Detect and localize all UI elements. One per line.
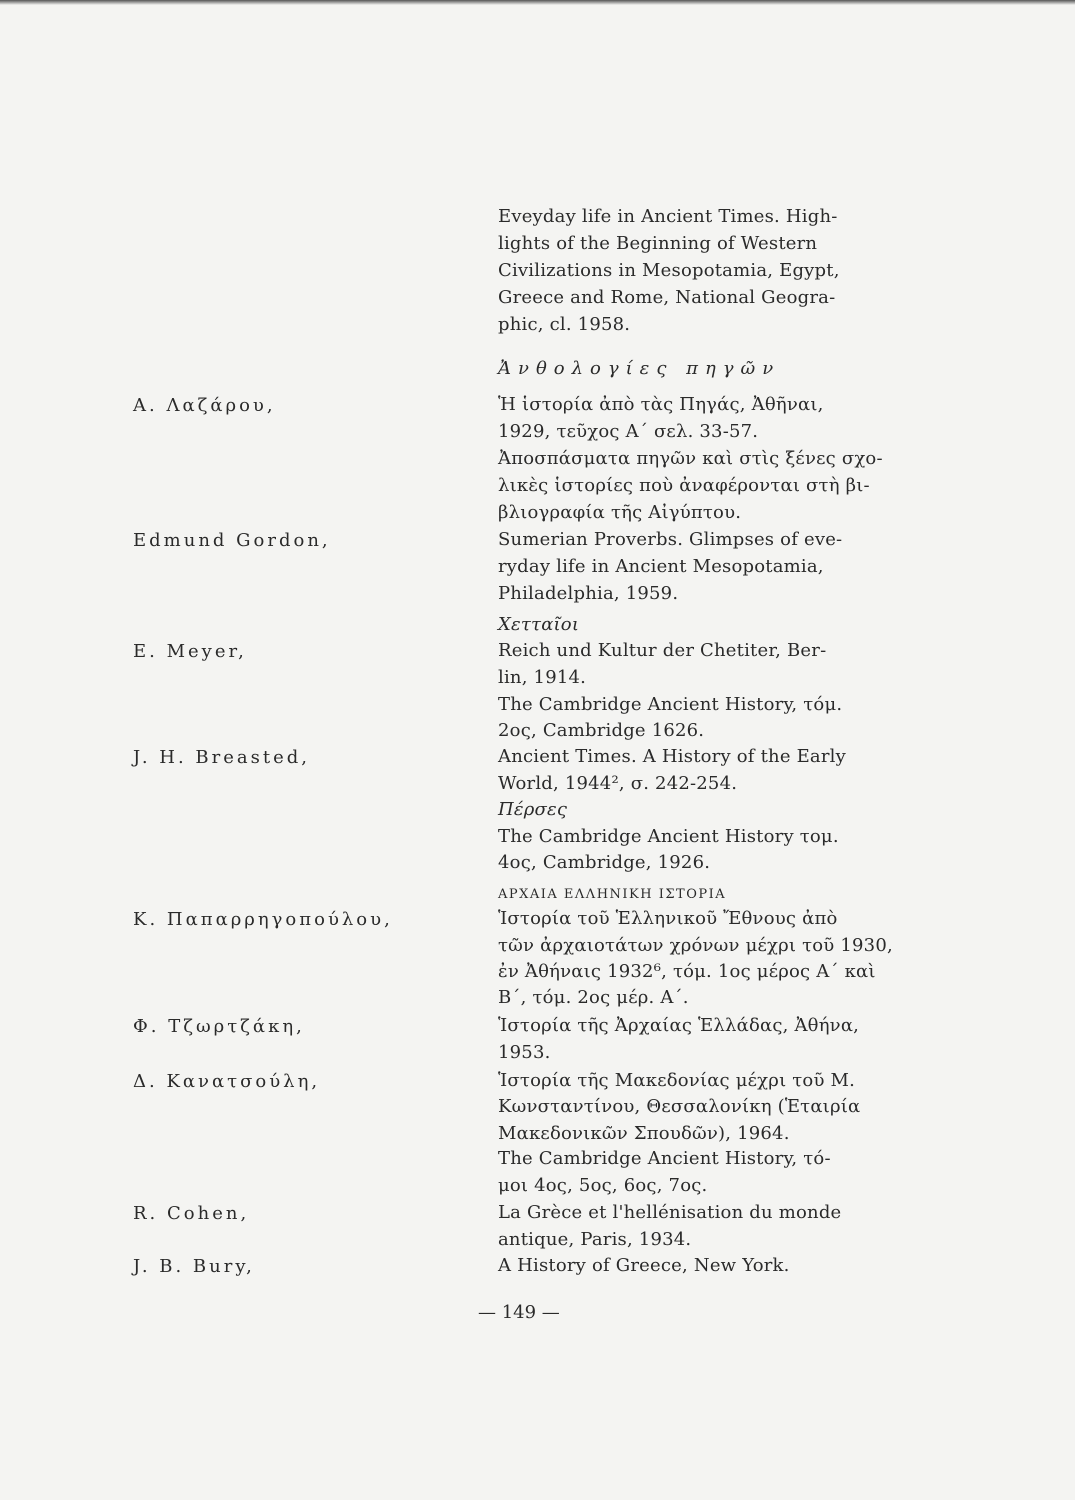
author: E. Meyer,: [133, 641, 247, 662]
text-line: Eveyday life in Ancient Times. High-: [498, 206, 838, 227]
text-line: Greece and Rome, National Geogra-: [498, 287, 836, 308]
text-line: 4ος, Cambridge, 1926.: [498, 852, 711, 873]
section-heading: Ἀνθολογίες πηγῶν: [498, 358, 781, 379]
text-line: λικὲς ἱστορίες ποὺ ἀναφέρονται στὴ βι-: [498, 475, 870, 496]
text-line: Ἱστορία τῆς Ἀρχαίας Ἑλλάδας, Ἀθήνα,: [498, 1015, 860, 1036]
text-line: Philadelphia, 1959.: [498, 583, 679, 604]
section-heading: Πέρσες: [498, 799, 568, 820]
text-line: τῶν ἀρχαιοτάτων χρόνων μέχρι τοῦ 1930,: [498, 935, 893, 956]
section-heading: Χετταῖοι: [498, 614, 580, 635]
text-line: antique, Paris, 1934.: [498, 1229, 692, 1250]
text-line: Ancient Times. A History of the Early: [498, 746, 846, 767]
text-line: Civilizations in Mesopotamia, Egypt,: [498, 260, 840, 281]
text-line: The Cambridge Ancient History, τόμ.: [498, 694, 843, 715]
text-line: 2ος, Cambridge 1626.: [498, 720, 705, 741]
author: Edmund Gordon,: [133, 530, 331, 551]
author: J. B. Bury,: [133, 1256, 255, 1277]
author: R. Cohen,: [133, 1203, 250, 1224]
text-line: Ἱστορία τῆς Μακεδονίας μέχρι τοῦ Μ.: [498, 1070, 856, 1091]
author: Δ. Κανατσούλη,: [133, 1071, 321, 1092]
text-line: The Cambridge Ancient History, τό-: [498, 1148, 831, 1169]
text-line: Κωνσταντίνου, Θεσσαλονίκη (Ἑταιρία: [498, 1096, 861, 1117]
author: Α. Λαζάρου,: [133, 395, 276, 416]
text-line: Reich und Kultur der Chetiter, Ber-: [498, 640, 827, 661]
text-line: ἐν Ἀθήναις 1932⁶, τόμ. 1ος μέρος Α΄ καὶ: [498, 961, 876, 982]
text-line: 1929, τεῦχος Α΄ σελ. 33-57.: [498, 421, 759, 442]
text-line: 1953.: [498, 1042, 551, 1063]
text-line: Sumerian Proverbs. Glimpses of eve-: [498, 529, 843, 550]
scan-edge: [0, 0, 1075, 5]
text-line: lights of the Beginning of Western: [498, 233, 818, 254]
text-line: phic, cl. 1958.: [498, 314, 631, 335]
text-line: World, 1944², σ. 242-254.: [498, 773, 738, 794]
author: J. H. Breasted,: [133, 747, 310, 768]
text-line: Β΄, τόμ. 2ος μέρ. Α΄.: [498, 987, 689, 1008]
text-line: μοι 4ος, 5ος, 6ος, 7ος.: [498, 1175, 708, 1196]
author: Κ. Παπαρρηγοπούλου,: [133, 909, 393, 930]
page-number: — 149 —: [478, 1302, 560, 1323]
author: Φ. Τζωρτζάκη,: [133, 1016, 305, 1037]
section-heading: ΑΡΧΑΙΑ ΕΛΛΗΝΙΚΗ ΙΣΤΟΡΙΑ: [498, 887, 727, 902]
text-line: Ἡ ἱστορία ἀπὸ τὰς Πηγάς, Ἀθῆναι,: [498, 394, 824, 415]
text-line: Μακεδονικῶν Σπουδῶν), 1964.: [498, 1123, 790, 1144]
text-line: Ἀποσπάσματα πηγῶν καὶ στὶς ξένες σχο-: [498, 448, 883, 469]
text-line: lin, 1914.: [498, 667, 587, 688]
text-line: ryday life in Ancient Mesopotamia,: [498, 556, 824, 577]
text-line: La Grèce et l'hellénisation du monde: [498, 1202, 842, 1223]
text-line: The Cambridge Ancient History τομ.: [498, 826, 839, 847]
text-line: A History of Greece, New York.: [498, 1255, 790, 1276]
text-line: βλιογραφία τῆς Αἰγύπτου.: [498, 502, 742, 523]
text-line: Ἱστορία τοῦ Ἑλληνικοῦ Ἔθνους ἀπὸ: [498, 908, 838, 929]
